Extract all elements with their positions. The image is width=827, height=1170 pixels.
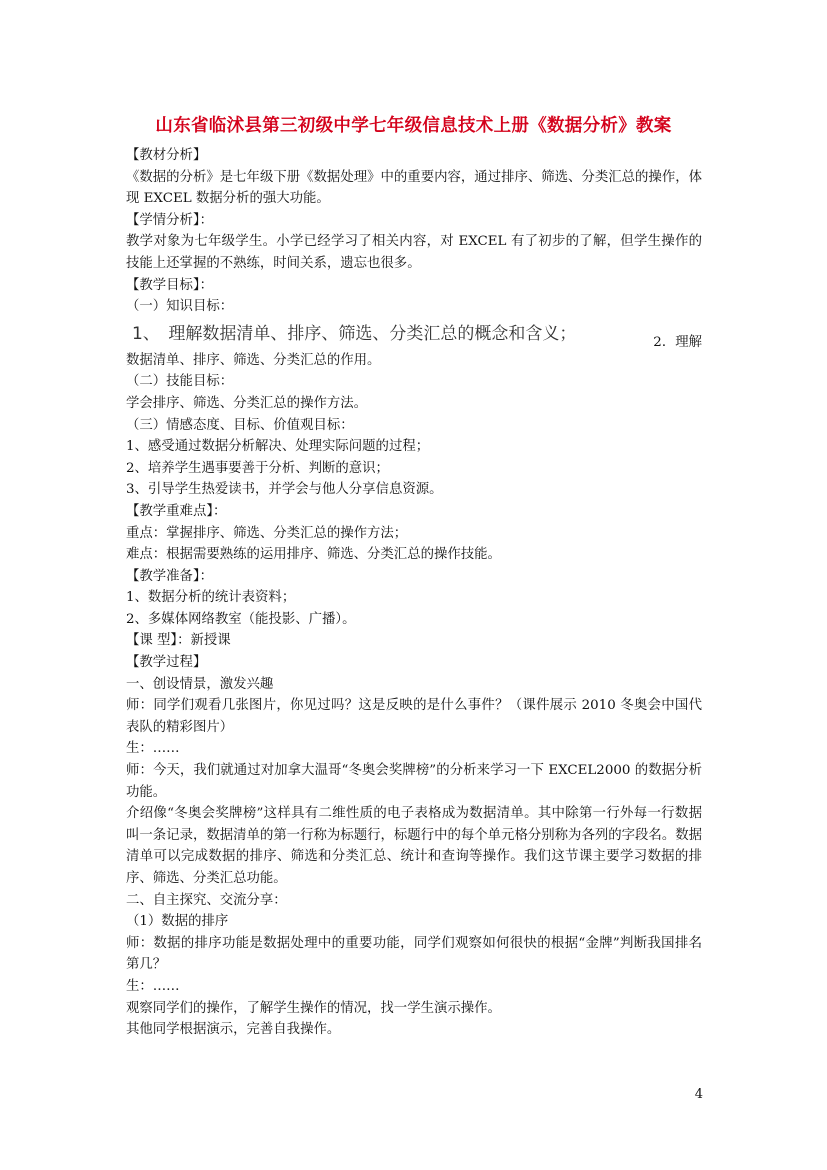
list-item: 1、数据分析的统计表资料； bbox=[126, 590, 296, 606]
paragraph: 其他同学根据演示，完善自我操作。 bbox=[126, 1022, 341, 1038]
subheading: 二、自主探究、交流分享： bbox=[126, 892, 287, 908]
list-item: 1、感受通过数据分析解决、处理实际问题的过程； bbox=[126, 439, 430, 455]
paragraph: 师：数据的排序功能是数据处理中的重要功能，同学们观察如何很快的根据“金牌”判断我国排名第几？ bbox=[126, 935, 702, 973]
list-item: 2、培养学生遇事要善于分析、判断的意识； bbox=[126, 460, 389, 476]
document-body bbox=[126, 145, 702, 1041]
list-item: 2、多媒体网络教室（能投影、广播）。 bbox=[126, 611, 356, 627]
knowledge-goal-item-2-lead: 2．理解 bbox=[653, 334, 702, 350]
paragraph: 生：…… bbox=[126, 978, 180, 994]
paragraph: 数据清单、排序、筛选、分类汇总的作用。 bbox=[126, 352, 381, 368]
list-item: 难点：根据需要熟练的运用排序、筛选、分类汇总的操作技能。 bbox=[126, 547, 501, 563]
paragraph: 学会排序、筛选、分类汇总的操作方法。 bbox=[126, 395, 368, 411]
paragraph: 《数据的分析》是七年级下册《数据处理》中的重要内容，通过排序、筛选、分类汇总的操作，体现 EXCEL 数据分析的强大功能。 bbox=[126, 169, 702, 207]
section-heading: 【教学重难点】： bbox=[126, 503, 227, 519]
subheading: （二）技能目标： bbox=[126, 374, 234, 390]
subheading: （1）数据的排序 bbox=[126, 914, 229, 930]
list-item: 3、引导学生热爱读书，并学会与他人分享信息资源。 bbox=[126, 482, 443, 498]
paragraph: 观察同学们的操作，了解学生操作的情况，找一学生演示操作。 bbox=[126, 1000, 501, 1016]
section-heading: 【教材分析】 bbox=[126, 148, 207, 163]
section-heading: 【学情分析】： bbox=[126, 212, 214, 228]
paragraph: 师：同学们观看几张图片，你见过吗？这是反映的是什么事件？（课件展示 2010 冬奥会中国代表队的精彩图片） bbox=[126, 698, 702, 735]
section-heading: 【教学准备】： bbox=[126, 568, 214, 584]
section-heading: 【教学目标】： bbox=[126, 277, 214, 293]
list-item: 重点：掌握排序、筛选、分类汇总的操作方法； bbox=[126, 525, 408, 541]
page-number: 4 bbox=[694, 1087, 703, 1102]
subheading: （三）情感态度、目标、价值观目标： bbox=[126, 417, 354, 433]
section-heading: 【课 型】：新授课 bbox=[126, 633, 231, 649]
knowledge-goal-item bbox=[126, 324, 702, 350]
paragraph: 师：今天，我们就通过对加拿大温哥“冬奥会奖牌榜”的分析来学习一下 EXCEL2000 的数据分析功能。 bbox=[126, 763, 702, 800]
document-title: 山东省临沭县第三初级中学七年级信息技术上册《数据分析》教案 bbox=[155, 116, 672, 136]
paragraph: 生：…… bbox=[126, 741, 180, 757]
subheading: （一）知识目标： bbox=[126, 299, 234, 315]
section-heading: 【教学过程】 bbox=[126, 655, 207, 671]
paragraph: 教学对象为七年级学生。小学已经学习了相关内容，对 EXCEL 有了初步的了解，但学生操作的技能上还掌握的不熟练，时间关系，遗忘也很多。 bbox=[126, 234, 702, 271]
knowledge-goal-item-text: 1、 理解数据清单、排序、筛选、分类汇总的概念和含义； bbox=[132, 323, 577, 344]
subheading: 一、创设情景，激发兴趣 bbox=[126, 676, 274, 692]
paragraph: 介绍像“冬奥会奖牌榜”这样具有二维性质的电子表格成为数据清单。其中除第一行外每一行数据叫一条记录，数据清单的第一行称为标题行，标题行中的每个单元格分别称为各列的字段名。数据清单可以完成数据的排序、筛选和分类汇总、统计和查询等操作。我们这节课主要学习数据的排序、筛选、分类汇总功能。 bbox=[126, 806, 702, 886]
